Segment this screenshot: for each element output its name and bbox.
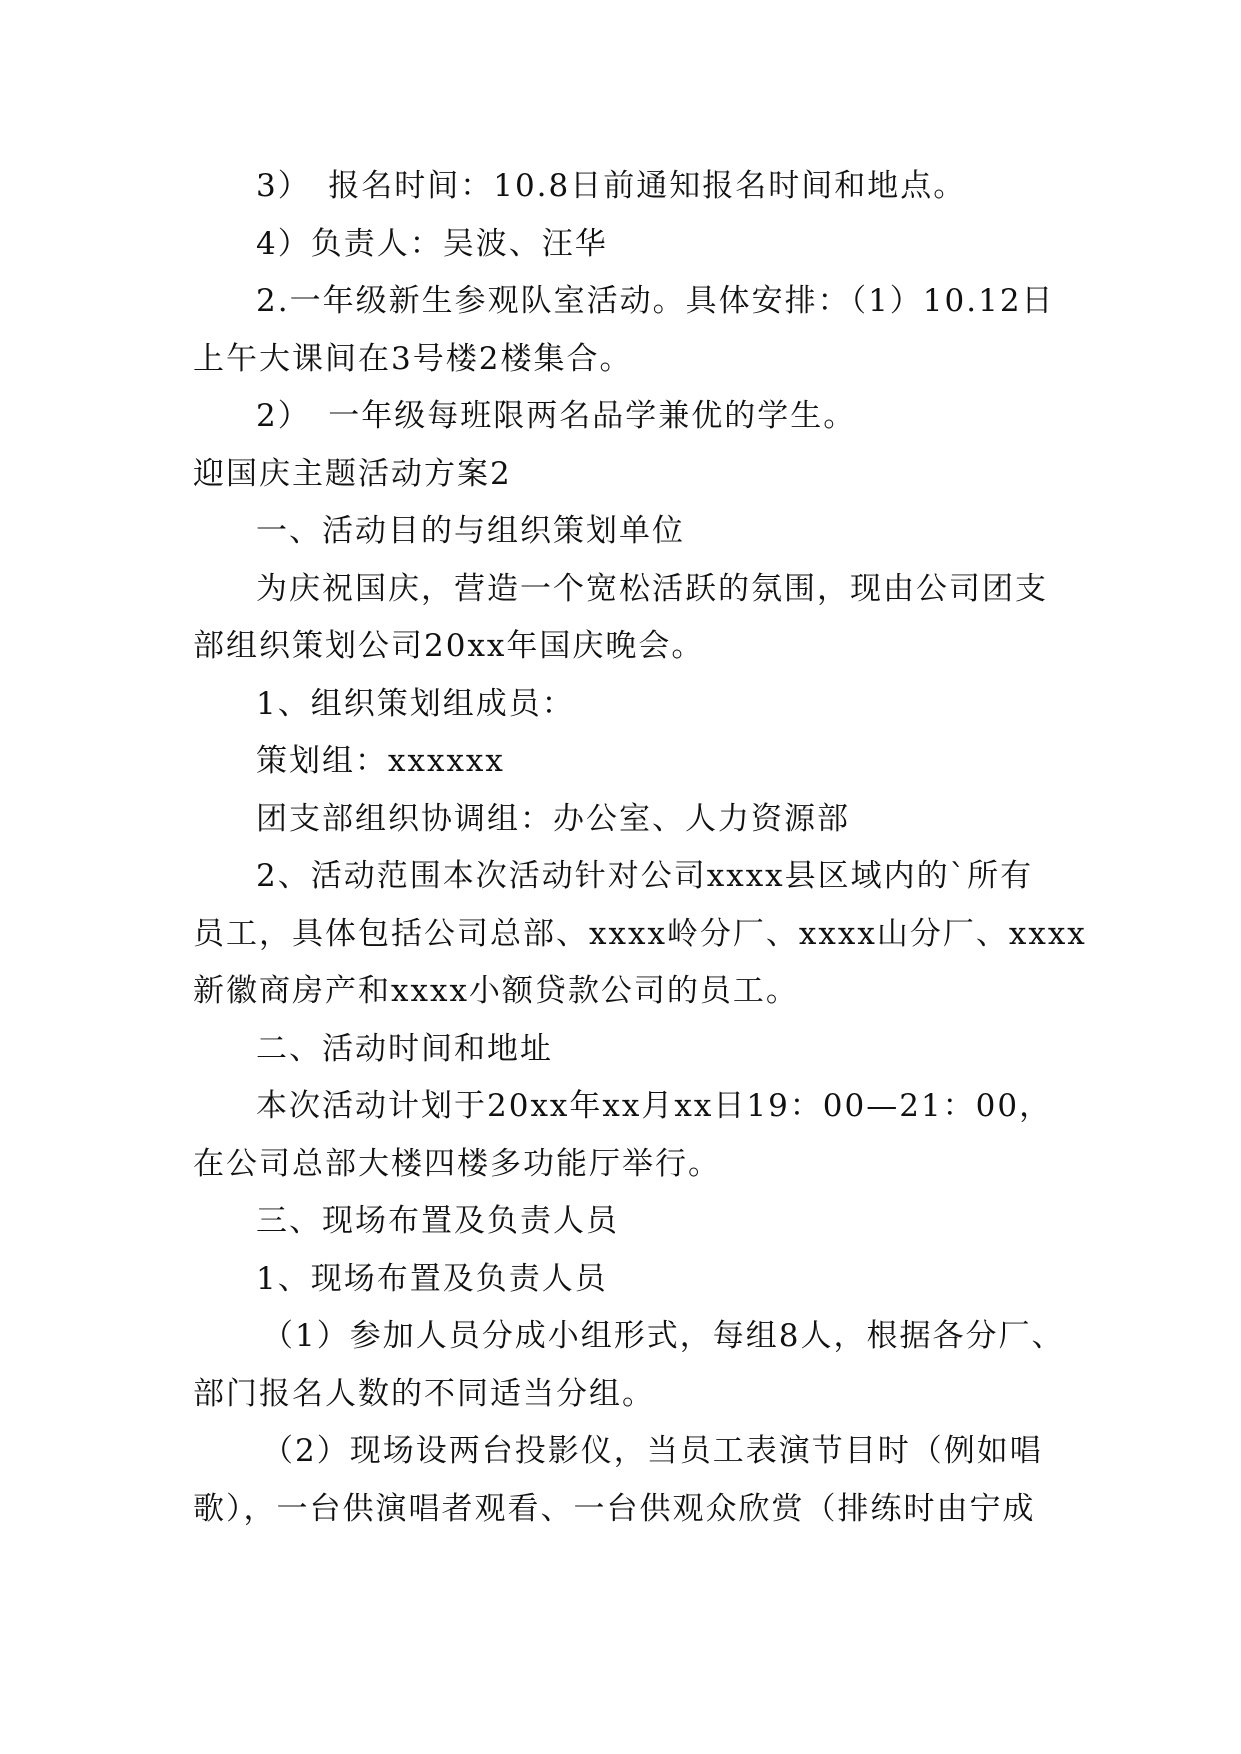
text-line: 策划组：xxxxxx — [256, 743, 505, 779]
text-line: 4）负责人：吴波、汪华 — [256, 226, 608, 262]
text-line: 歌），一台供演唱者观看、一台供观众欣赏（排练时由宁成 — [193, 1491, 1036, 1527]
text-line: 团支部组织协调组：办公室、人力资源部 — [256, 801, 850, 837]
text-line: 1、组织策划组成员： — [256, 686, 575, 722]
text-line: 三、现场布置及负责人员 — [256, 1203, 619, 1239]
text-line: 二、活动时间和地址 — [256, 1031, 553, 1067]
text-line: 2、活动范围本次活动针对公司xxxx县区域内的`所有 — [256, 858, 1034, 894]
text-line: 员工，具体包括公司总部、xxxx岭分厂、xxxx山分厂、xxxx — [193, 916, 1087, 952]
text-line: 2） 一年级每班限两名品学兼优的学生。 — [256, 398, 857, 434]
text-line: 为庆祝国庆，营造一个宽松活跃的氛围，现由公司团支 — [256, 571, 1048, 607]
text-line: （2）现场设两台投影仪，当员工表演节目时（例如唱 — [262, 1433, 1043, 1469]
text-line: 3） 报名时间：10.8日前通知报名时间和地点。 — [256, 168, 967, 204]
text-line: （1）参加人员分成小组形式，每组8人，根据各分厂、 — [262, 1318, 1065, 1354]
text-line: 上午大课间在3号楼2楼集合。 — [193, 341, 633, 377]
text-line: 1、现场布置及负责人员 — [256, 1261, 608, 1297]
text-line: 2.一年级新生参观队室活动。具体安排：（1）10.12日 — [256, 283, 1055, 319]
section-heading: 迎国庆主题活动方案2 — [193, 456, 512, 492]
text-line: 本次活动计划于20xx年xx月xx日19：00—21：00， — [256, 1088, 1053, 1124]
text-line: 部门报名人数的不同适当分组。 — [193, 1376, 655, 1412]
text-line: 部组织策划公司20xx年国庆晚会。 — [193, 628, 705, 664]
text-line: 一、活动目的与组织策划单位 — [256, 513, 685, 549]
text-line: 在公司总部大楼四楼多功能厅举行。 — [193, 1146, 721, 1182]
text-line: 新徽商房产和xxxx小额贷款公司的员工。 — [193, 973, 799, 1009]
